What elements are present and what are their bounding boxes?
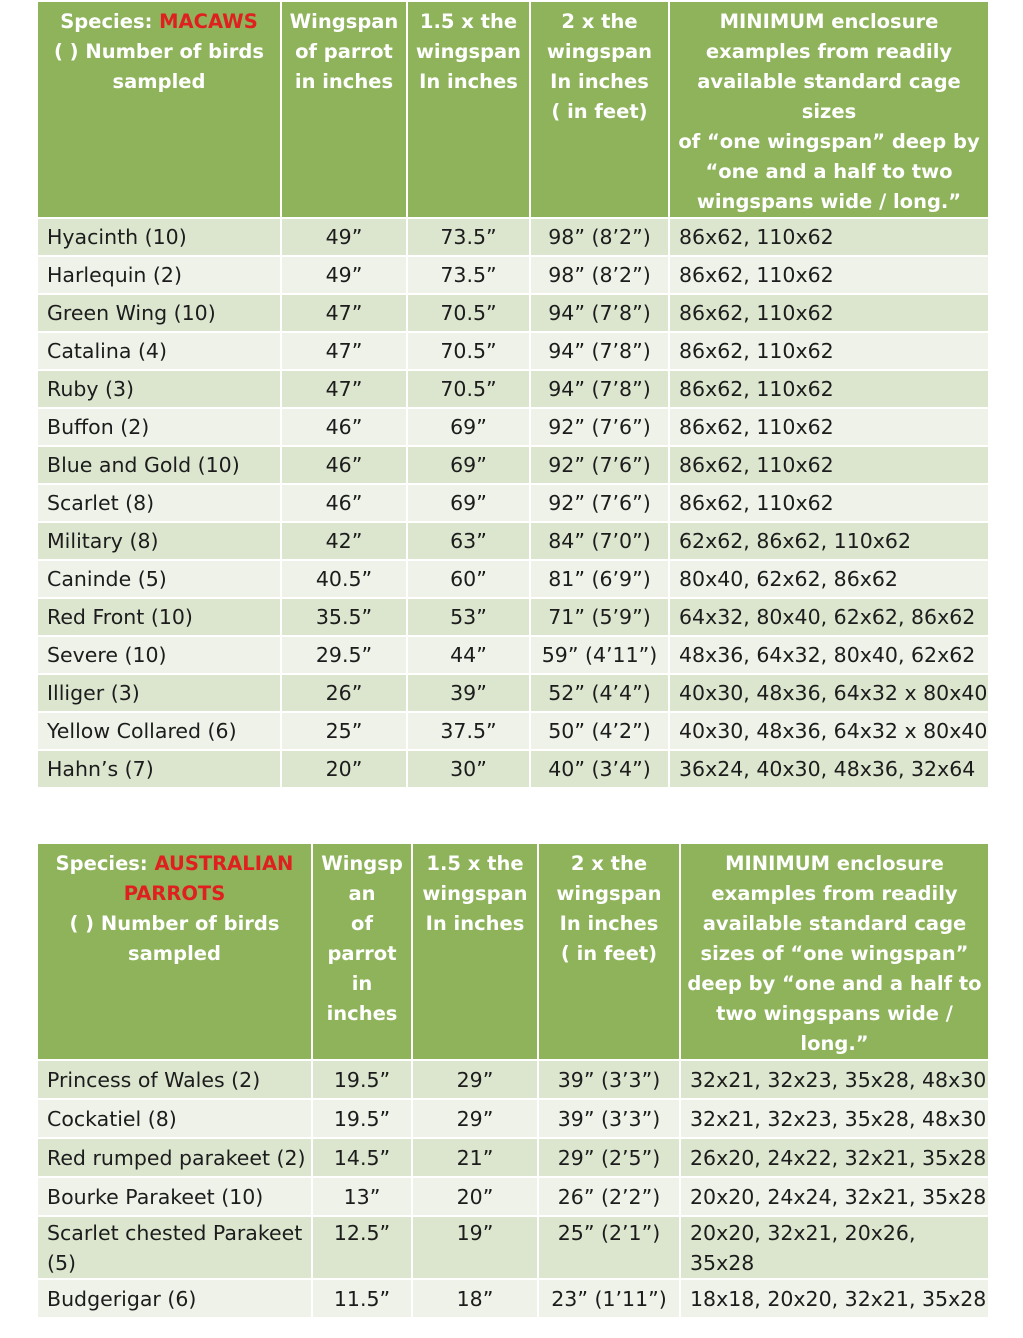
enclosure-cell: 86x62, 110x62 xyxy=(669,408,989,446)
two-x-cell: 84” (7’0”) xyxy=(530,522,669,560)
species-cell: Hahn’s (7) xyxy=(37,750,281,788)
one-half-cell: 73.5” xyxy=(407,218,530,256)
enclosure-cell: 86x62, 110x62 xyxy=(669,294,989,332)
two-x-cell: 98” (8’2”) xyxy=(530,218,669,256)
wingspan-cell: 49” xyxy=(281,256,407,294)
wingspan-cell: 46” xyxy=(281,446,407,484)
enclosure-cell: 18x18, 20x20, 32x21, 35x28 xyxy=(680,1279,989,1318)
wingspan-cell: 19.5” xyxy=(312,1099,412,1138)
header-one-half: 1.5 x the wingspan In inches xyxy=(412,843,538,1060)
enclosure-cell: 20x20, 32x21, 20x26, 35x28 xyxy=(680,1216,989,1279)
wingspan-cell: 29.5” xyxy=(281,636,407,674)
species-group-name: AUSTRALIAN PARROTS xyxy=(123,852,294,905)
enclosure-cell: 32x21, 32x23, 35x28, 48x30 xyxy=(680,1060,989,1099)
table-row xyxy=(37,1099,989,1138)
one-half-cell: 21” xyxy=(412,1138,538,1177)
one-half-cell: 73.5” xyxy=(407,256,530,294)
two-x-cell: 94” (7’8”) xyxy=(530,332,669,370)
one-half-cell: 37.5” xyxy=(407,712,530,750)
one-half-cell: 69” xyxy=(407,484,530,522)
wingspan-cell: 26” xyxy=(281,674,407,712)
table-row xyxy=(37,1138,989,1177)
header-enclosure: MINIMUM enclosure examples from readily available standard cage sizes of “one wingspan” deep by “one and a half to two wingspans wide / long.” xyxy=(680,843,989,1060)
wingspan-cell: 47” xyxy=(281,370,407,408)
two-x-cell: 39” (3’3”) xyxy=(538,1099,680,1138)
table-row xyxy=(37,370,989,408)
species-cell: Cockatiel (8) xyxy=(37,1099,312,1138)
australian-parrots-table xyxy=(36,842,990,1319)
one-half-cell: 29” xyxy=(412,1060,538,1099)
two-x-cell: 25” (2’1”) xyxy=(538,1216,680,1279)
table-row xyxy=(37,1216,989,1279)
table-row xyxy=(37,1279,989,1318)
enclosure-cell: 20x20, 24x24, 32x21, 35x28 xyxy=(680,1177,989,1216)
species-cell: Scarlet chested Parakeet (5) xyxy=(37,1216,312,1279)
enclosure-cell: 86x62, 110x62 xyxy=(669,256,989,294)
table-row xyxy=(37,1060,989,1099)
two-x-cell: 92” (7’6”) xyxy=(530,408,669,446)
wingspan-cell: 13” xyxy=(312,1177,412,1216)
wingspan-cell: 14.5” xyxy=(312,1138,412,1177)
table-row xyxy=(37,636,989,674)
two-x-cell: 59” (4’11”) xyxy=(530,636,669,674)
two-x-cell: 71” (5’9”) xyxy=(530,598,669,636)
table-row xyxy=(37,256,989,294)
header-species xyxy=(37,1,281,218)
species-group-name: MACAWS xyxy=(159,10,258,33)
enclosure-cell: 86x62, 110x62 xyxy=(669,218,989,256)
two-x-cell: 39” (3’3”) xyxy=(538,1060,680,1099)
header-species xyxy=(37,843,312,1060)
species-cell: Military (8) xyxy=(37,522,281,560)
wingspan-cell: 25” xyxy=(281,712,407,750)
one-half-cell: 18” xyxy=(412,1279,538,1318)
wingspan-cell: 42” xyxy=(281,522,407,560)
wingspan-cell: 11.5” xyxy=(312,1279,412,1318)
wingspan-cell: 40.5” xyxy=(281,560,407,598)
species-cell: Ruby (3) xyxy=(37,370,281,408)
two-x-cell: 92” (7’6”) xyxy=(530,484,669,522)
enclosure-cell: 40x30, 48x36, 64x32 x 80x40 xyxy=(669,674,989,712)
header-one-half: 1.5 x the wingspan In inches xyxy=(407,1,530,218)
enclosure-cell: 26x20, 24x22, 32x21, 35x28 xyxy=(680,1138,989,1177)
one-half-cell: 19” xyxy=(412,1216,538,1279)
two-x-cell: 26” (2’2”) xyxy=(538,1177,680,1216)
species-prefix: Species: xyxy=(60,10,160,33)
species-cell: Caninde (5) xyxy=(37,560,281,598)
one-half-cell: 39” xyxy=(407,674,530,712)
species-cell: Bourke Parakeet (10) xyxy=(37,1177,312,1216)
enclosure-cell: 62x62, 86x62, 110x62 xyxy=(669,522,989,560)
enclosure-cell: 86x62, 110x62 xyxy=(669,370,989,408)
one-half-cell: 29” xyxy=(412,1099,538,1138)
table-row xyxy=(37,446,989,484)
species-note: ( ) Number of birds sampled xyxy=(69,912,280,965)
two-x-cell: 29” (2’5”) xyxy=(538,1138,680,1177)
two-x-cell: 94” (7’8”) xyxy=(530,370,669,408)
header-wingspan: Wingspan of parrot in inches xyxy=(281,1,407,218)
species-cell: Severe (10) xyxy=(37,636,281,674)
one-half-cell: 70.5” xyxy=(407,294,530,332)
table-row xyxy=(37,750,989,788)
table-row xyxy=(37,560,989,598)
australian-header-row xyxy=(37,843,989,1060)
two-x-cell: 92” (7’6”) xyxy=(530,446,669,484)
table-row xyxy=(37,218,989,256)
two-x-cell: 81” (6’9”) xyxy=(530,560,669,598)
wingspan-cell: 47” xyxy=(281,294,407,332)
table-row xyxy=(37,294,989,332)
species-cell: Blue and Gold (10) xyxy=(37,446,281,484)
macaws-table xyxy=(36,0,990,789)
one-half-cell: 44” xyxy=(407,636,530,674)
one-half-cell: 69” xyxy=(407,408,530,446)
species-cell: Princess of Wales (2) xyxy=(37,1060,312,1099)
table-row xyxy=(37,674,989,712)
species-cell: Scarlet (8) xyxy=(37,484,281,522)
one-half-cell: 69” xyxy=(407,446,530,484)
two-x-cell: 23” (1’11”) xyxy=(538,1279,680,1318)
two-x-cell: 40” (3’4”) xyxy=(530,750,669,788)
species-cell: Red rumped parakeet (2) xyxy=(37,1138,312,1177)
one-half-cell: 53” xyxy=(407,598,530,636)
species-cell: Buffon (2) xyxy=(37,408,281,446)
table-row xyxy=(37,484,989,522)
species-cell: Illiger (3) xyxy=(37,674,281,712)
species-cell: Red Front (10) xyxy=(37,598,281,636)
enclosure-cell: 86x62, 110x62 xyxy=(669,446,989,484)
macaws-header-row xyxy=(37,1,989,218)
header-wingspan: Wingsp an of parrot in inches xyxy=(312,843,412,1060)
species-prefix: Species: xyxy=(55,852,155,875)
two-x-cell: 52” (4’4”) xyxy=(530,674,669,712)
enclosure-cell: 80x40, 62x62, 86x62 xyxy=(669,560,989,598)
species-cell: Yellow Collared (6) xyxy=(37,712,281,750)
enclosure-cell: 48x36, 64x32, 80x40, 62x62 xyxy=(669,636,989,674)
header-enclosure: MINIMUM enclosure examples from readily available standard cage sizes of “one wingspan” deep by “one and a half to two wingspans wide / long.” xyxy=(669,1,989,218)
table-row xyxy=(37,408,989,446)
species-cell: Catalina (4) xyxy=(37,332,281,370)
enclosure-cell: 64x32, 80x40, 62x62, 86x62 xyxy=(669,598,989,636)
species-cell: Green Wing (10) xyxy=(37,294,281,332)
enclosure-cell: 86x62, 110x62 xyxy=(669,484,989,522)
two-x-cell: 98” (8’2”) xyxy=(530,256,669,294)
wingspan-cell: 46” xyxy=(281,484,407,522)
table-row xyxy=(37,712,989,750)
wingspan-cell: 46” xyxy=(281,408,407,446)
enclosure-cell: 36x24, 40x30, 48x36, 32x64 xyxy=(669,750,989,788)
enclosure-cell: 86x62, 110x62 xyxy=(669,332,989,370)
one-half-cell: 60” xyxy=(407,560,530,598)
wingspan-cell: 47” xyxy=(281,332,407,370)
one-half-cell: 63” xyxy=(407,522,530,560)
table-row xyxy=(37,332,989,370)
wingspan-cell: 35.5” xyxy=(281,598,407,636)
two-x-cell: 50” (4’2”) xyxy=(530,712,669,750)
one-half-cell: 20” xyxy=(412,1177,538,1216)
species-cell: Harlequin (2) xyxy=(37,256,281,294)
header-two-x: 2 x the wingspan In inches ( in feet) xyxy=(530,1,669,218)
wingspan-cell: 49” xyxy=(281,218,407,256)
table-row xyxy=(37,1177,989,1216)
header-two-x: 2 x the wingspan In inches ( in feet) xyxy=(538,843,680,1060)
wingspan-cell: 20” xyxy=(281,750,407,788)
species-note: ( ) Number of birds sampled xyxy=(53,40,264,93)
species-cell: Budgerigar (6) xyxy=(37,1279,312,1318)
wingspan-cell: 12.5” xyxy=(312,1216,412,1279)
table-row xyxy=(37,522,989,560)
two-x-cell: 94” (7’8”) xyxy=(530,294,669,332)
species-cell: Hyacinth (10) xyxy=(37,218,281,256)
one-half-cell: 70.5” xyxy=(407,332,530,370)
one-half-cell: 30” xyxy=(407,750,530,788)
wingspan-cell: 19.5” xyxy=(312,1060,412,1099)
one-half-cell: 70.5” xyxy=(407,370,530,408)
enclosure-cell: 32x21, 32x23, 35x28, 48x30 xyxy=(680,1099,989,1138)
enclosure-cell: 40x30, 48x36, 64x32 x 80x40 xyxy=(669,712,989,750)
table-row xyxy=(37,598,989,636)
